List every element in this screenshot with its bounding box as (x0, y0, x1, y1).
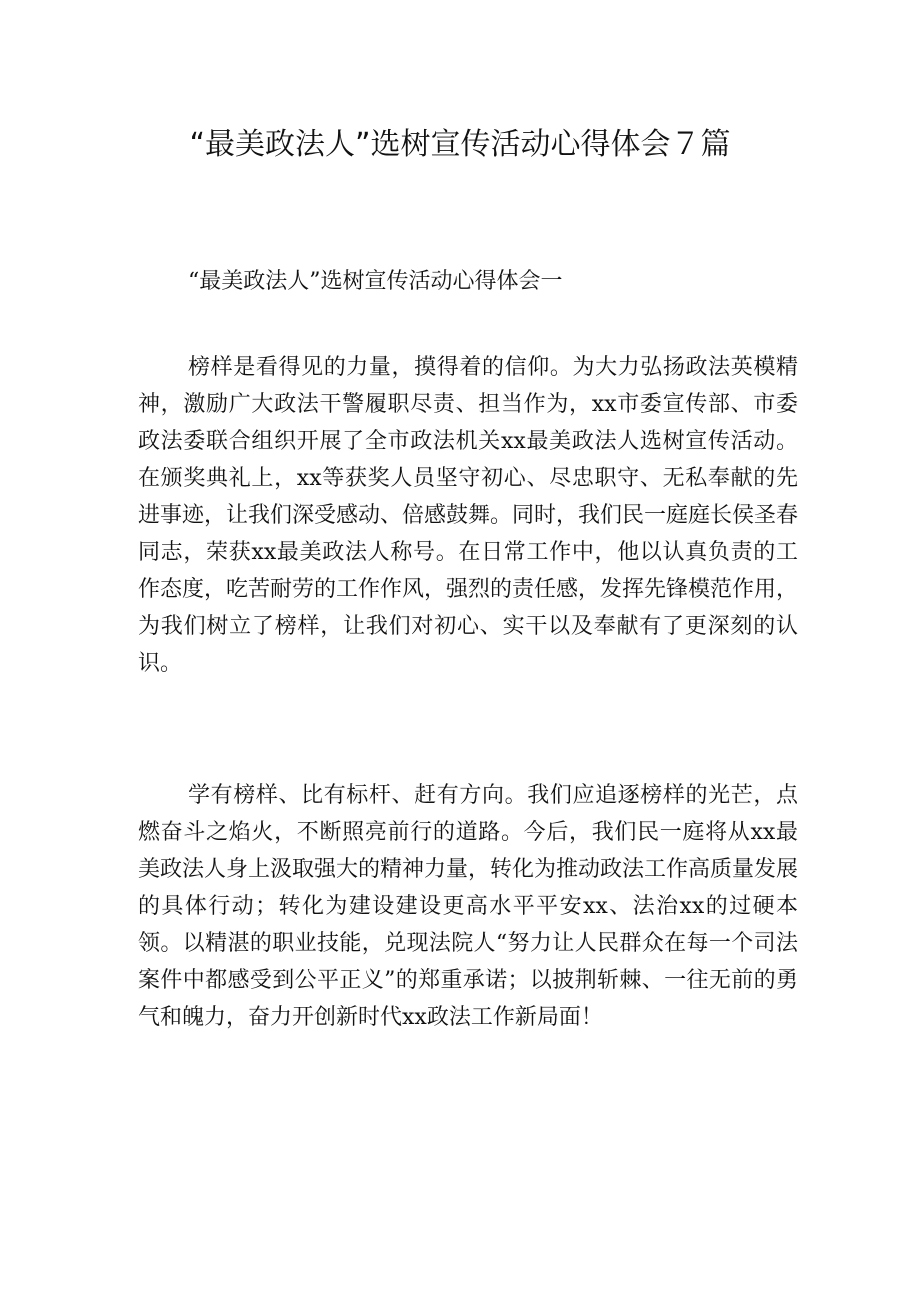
body-paragraph-2: 学有榜样、比有标杆、赶有方向。我们应追逐榜样的光芒，点燃奋斗之焰火，不断照亮前行的道路。今后，我们民一庭将从xx最美政法人身上汲取强大的精神力量，转化为推动政法工作高质量发展的具体行动；转化为建设建设更高水平平安xx、法治xx的过硬本领。以精湛的职业技能，兑现法院人“努力让人民群众在每一个司法案件中都感受到公平正义”的郑重承诺；以披荆斩棘、一往无前的勇气和魄力，奋力开创新时代xx政法工作新局面！ (138, 783, 799, 1030)
section-heading: “最美政法人”选树宣传活动心得体会一 (188, 269, 563, 294)
document-title: “最美政法人”选树宣传活动心得体会７篇 (189, 127, 731, 162)
body-paragraph-1: 榜样是看得见的力量，摸得着的信仰。为大力弘扬政法英模精神，激励广大政法干警履职尽责、担当作为，xx市委宣传部、市委政法委联合组织开展了全市政法机关xx最美政法人选树宣传活动。在颁奖典礼上，xx等获奖人员坚守初心、尽忠职守、无私奉献的先进事迹，让我们深受感动、倍感鼓舞。同时，我们民一庭庭长侯圣春同志，荣获xx最美政法人称号。在日常工作中，他以认真负责的工作态度，吃苦耐劳的工作作风，强烈的责任感，发挥先锋模范作用，为我们树立了榜样，让我们对初心、实干以及奉献有了更深刻的认识。 (138, 355, 799, 676)
